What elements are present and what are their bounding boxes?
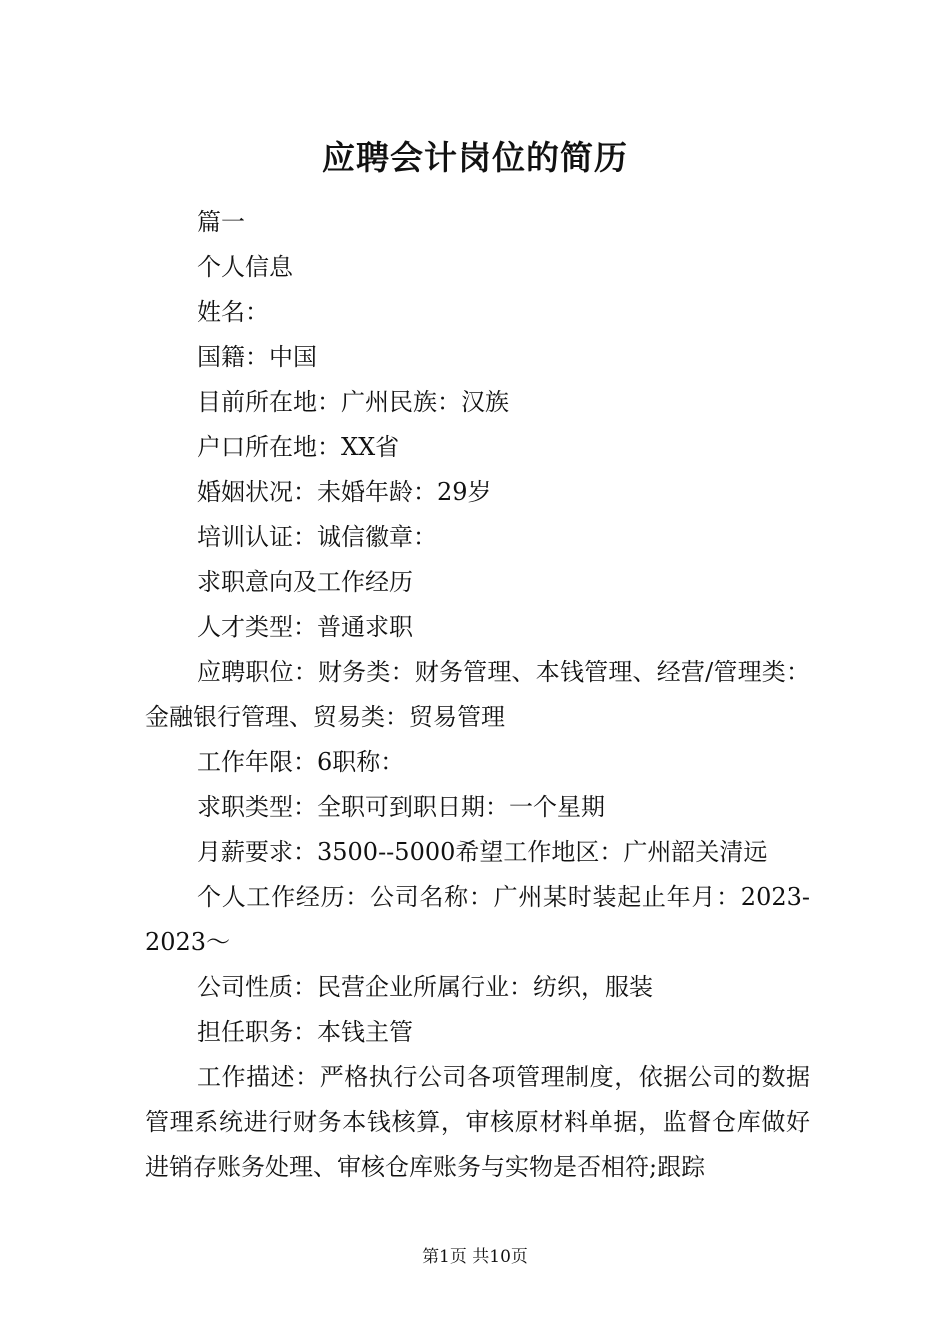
paragraph: 工作年限：6职称： — [197, 748, 405, 776]
paragraph: 姓名： — [197, 298, 269, 326]
paragraph: 工作描述：严格执行公司各项管理制度，依据公司的数据管理系统进行财务本钱核算，审核原材料单据，监督仓库做好进销存账务处理、审核仓库账务与实物是否相符;跟踪 — [145, 1063, 810, 1181]
paragraph: 婚姻状况：未婚年龄：29岁 — [197, 478, 492, 506]
paragraph: 篇一 — [197, 208, 245, 236]
paragraph: 求职类型：全职可到职日期：一个星期 — [197, 793, 605, 821]
paragraph: 国籍：中国 — [197, 343, 317, 371]
paragraph: 培训认证：诚信徽章： — [197, 523, 437, 551]
paragraph: 公司性质：民营企业所属行业：纺织，服装 — [197, 973, 653, 1001]
document-title: 应聘会计岗位的简历 — [322, 138, 628, 177]
paragraph: 应聘职位：财务类：财务管理、本钱管理、经营/管理类：金融银行管理、贸易类：贸易管理 — [145, 658, 810, 731]
paragraph: 求职意向及工作经历 — [197, 568, 413, 596]
document-body — [145, 200, 810, 1190]
paragraph: 个人信息 — [197, 253, 293, 281]
page-footer: 第1页 共10页 — [422, 1247, 528, 1267]
paragraph: 月薪要求：3500--5000希望工作地区：广州韶关清远 — [197, 838, 768, 866]
paragraph: 个人工作经历：公司名称：广州某时装起止年月：2023-2023～ — [145, 883, 810, 956]
paragraph: 户口所在地：XX省 — [197, 433, 400, 461]
paragraph: 人才类型：普通求职 — [197, 613, 413, 641]
paragraph: 目前所在地：广州民族：汉族 — [197, 388, 509, 416]
paragraph: 担任职务：本钱主管 — [197, 1018, 413, 1046]
